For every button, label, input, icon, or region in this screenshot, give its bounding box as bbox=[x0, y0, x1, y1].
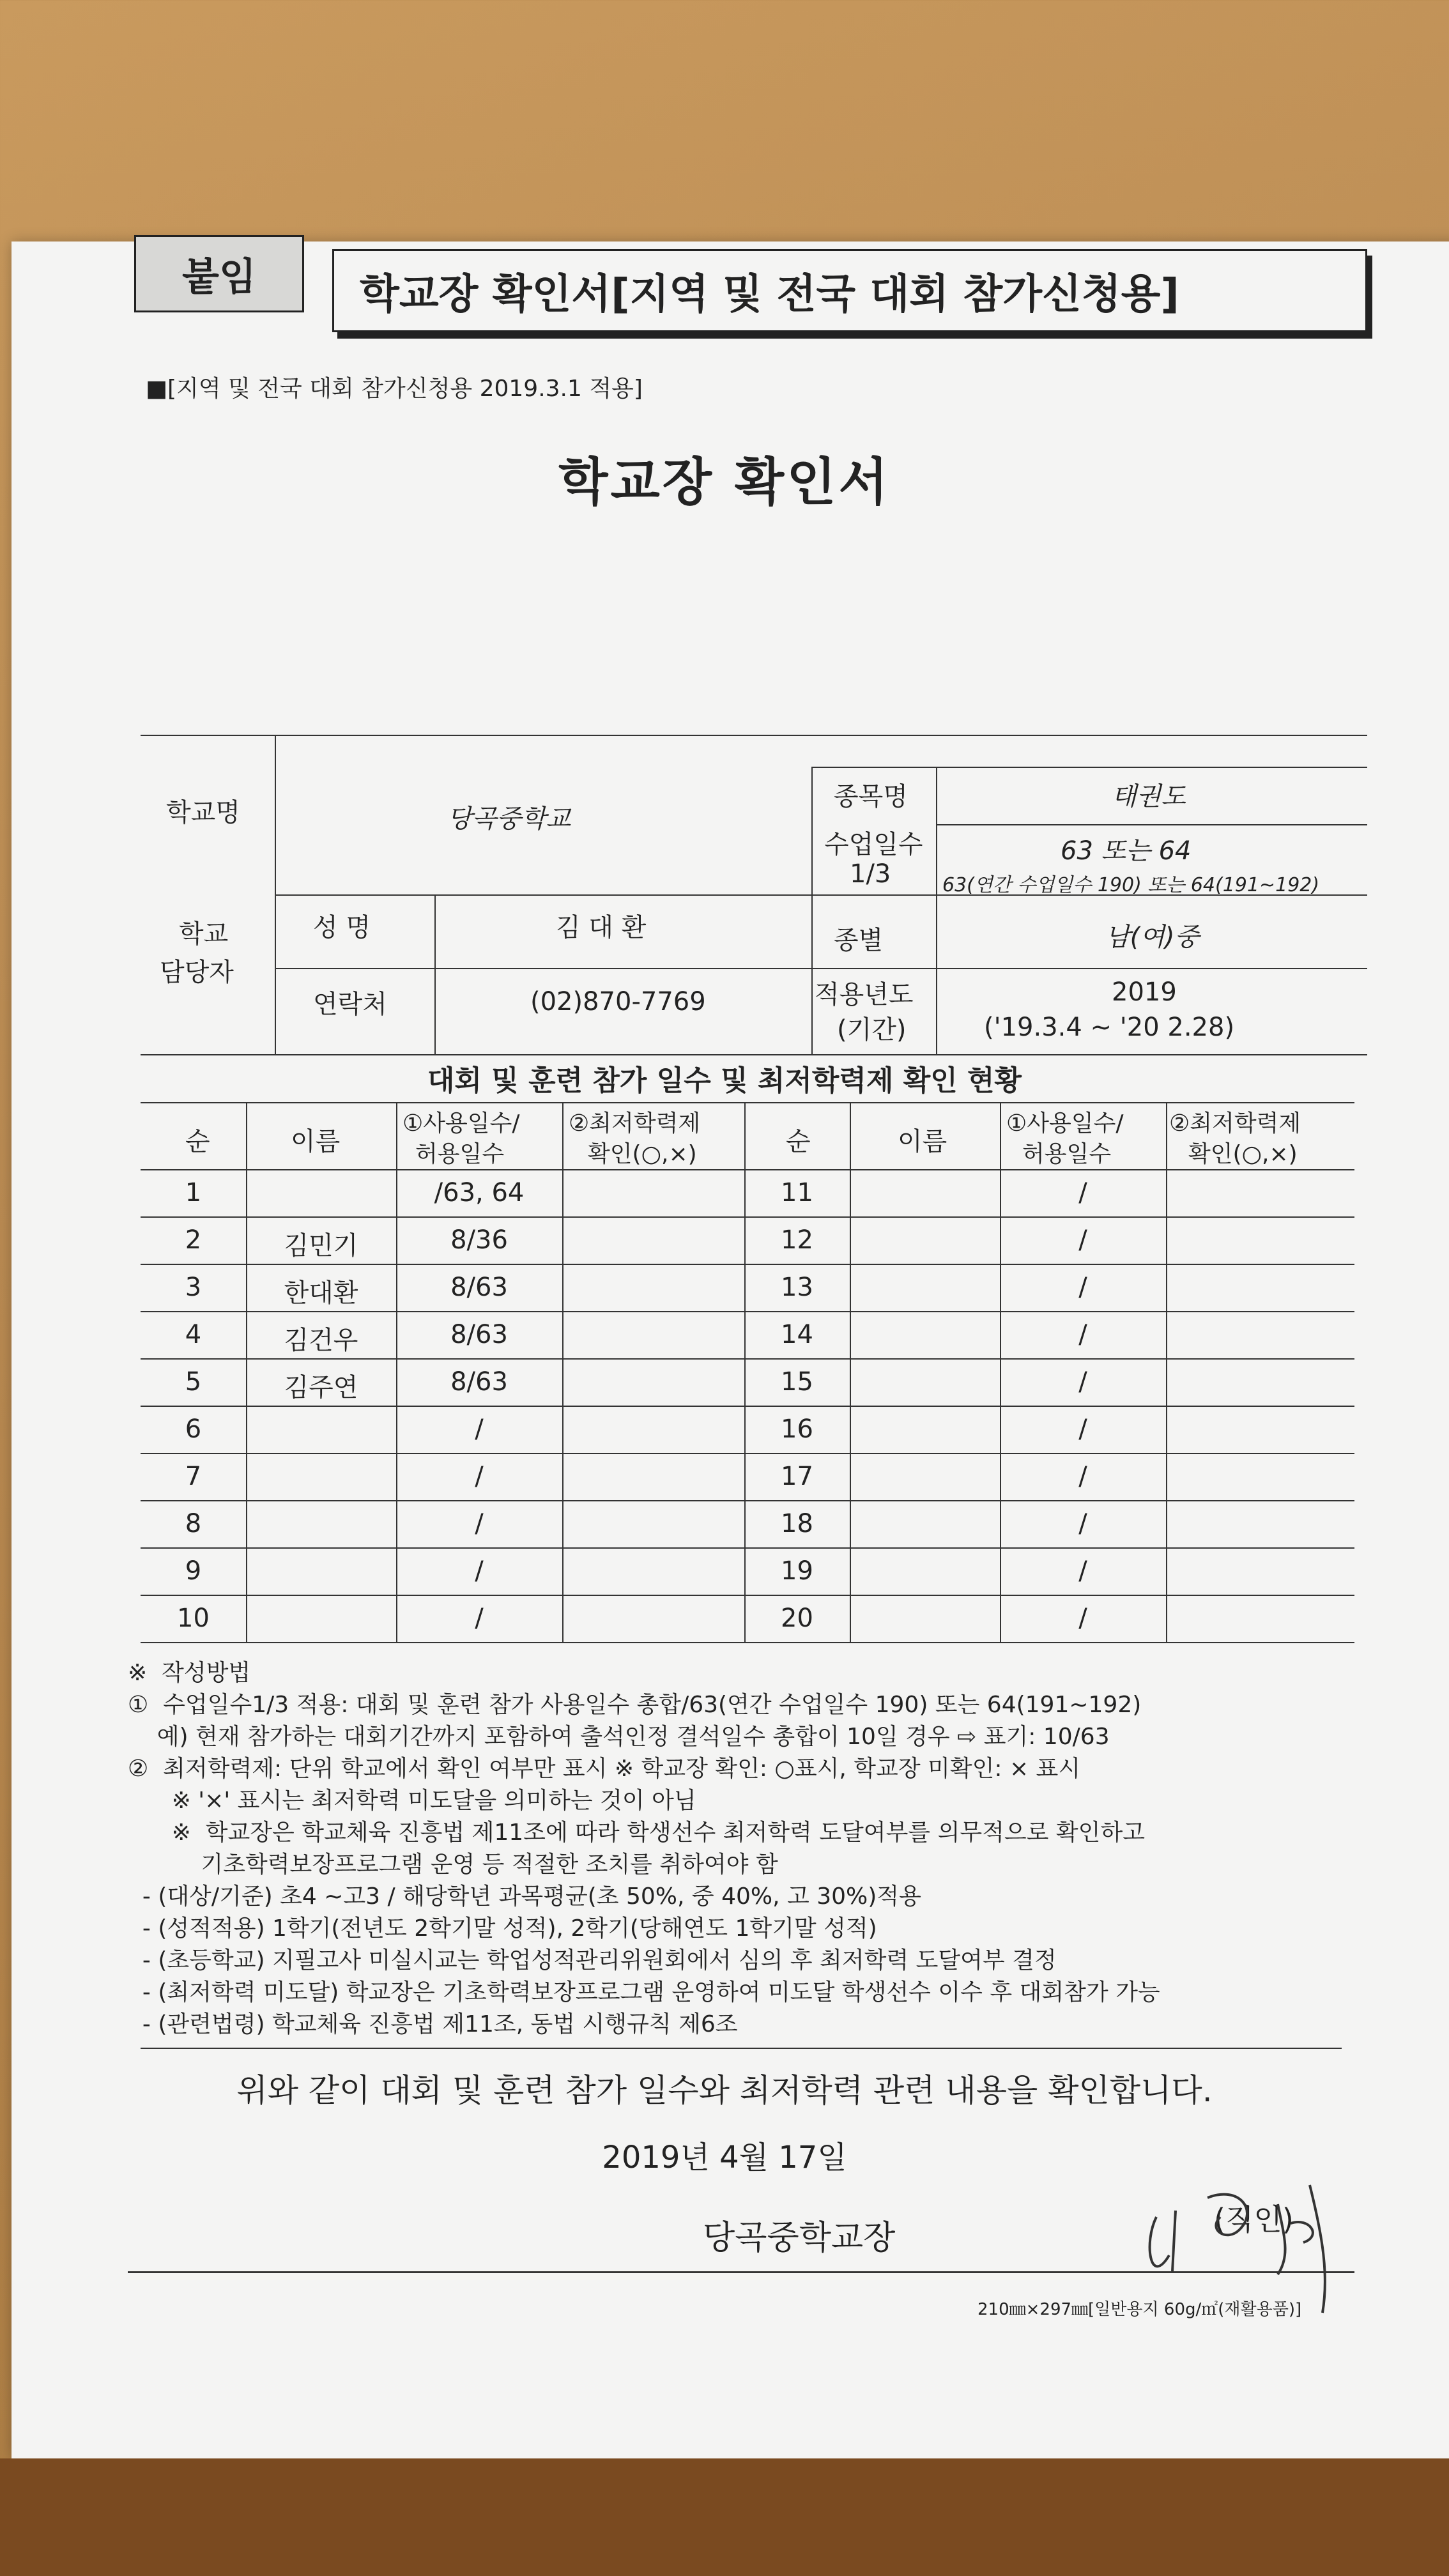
left-row-9-no: 9 bbox=[185, 1556, 202, 1586]
note-line-9: - (성적적용) 1학기(전년도 2학기말 성적), 2학기(당해연도 1학기말 성적) bbox=[128, 1915, 877, 1942]
days-value-1: 63 또는 64 bbox=[1061, 836, 1192, 866]
year-value-1: 2019 bbox=[1112, 977, 1177, 1007]
left-row-5-days: 8/63 bbox=[450, 1367, 508, 1397]
right-row-2-days: / bbox=[1078, 1225, 1087, 1255]
right-row-5-days: / bbox=[1078, 1367, 1087, 1397]
school-name-label: 학교명 bbox=[166, 798, 240, 827]
col-used-right-2: 허용일수 bbox=[1022, 1141, 1112, 1167]
left-row-4-no: 4 bbox=[185, 1320, 202, 1349]
note-line-8: - (대상/기준) 초4 ~고3 / 해당학년 과목평균(초 50%, 중 40%, 고 30%)적용 bbox=[128, 1883, 921, 1910]
left-row-8-no: 8 bbox=[185, 1509, 202, 1538]
col-no-right: 순 bbox=[786, 1127, 811, 1156]
right-row-6-no: 16 bbox=[781, 1414, 813, 1444]
event-label: 종목명 bbox=[834, 782, 908, 811]
col-name-right: 이름 bbox=[898, 1127, 947, 1156]
right-row-6-days: / bbox=[1078, 1414, 1087, 1444]
col-check-left-1: ②최저학력제 bbox=[569, 1110, 701, 1137]
gender-value: 남(여)중 bbox=[1105, 923, 1200, 952]
right-row-10-no: 20 bbox=[781, 1604, 813, 1633]
right-row-4-days: / bbox=[1078, 1320, 1087, 1349]
left-row-5-name: 김주연 bbox=[284, 1373, 358, 1402]
year-value-2: ('19.3.4 ~ '20 2.28) bbox=[984, 1013, 1235, 1042]
note-line-7: 기초학력보장프로그램 운영 등 적절한 조치를 취하여야 함 bbox=[128, 1851, 778, 1878]
left-row-3-name: 한대환 bbox=[284, 1278, 358, 1308]
right-row-9-no: 19 bbox=[781, 1556, 813, 1586]
principal-title: 당곡중학교장 bbox=[703, 2219, 896, 2257]
event-value: 태권도 bbox=[1112, 782, 1186, 811]
school-name-value: 당곡중학교 bbox=[447, 804, 571, 834]
participation-section-title: 대회 및 훈련 참가 일수 및 최저학력제 확인 현황 bbox=[427, 1064, 1022, 1097]
note-line-6: ※ 학교장은 학교체육 진흥법 제11조에 따라 학생선수 최저학력 도달여부를 의무적으로 확인하고 bbox=[128, 1820, 1145, 1846]
left-row-1-no: 1 bbox=[185, 1178, 202, 1208]
year-label-1: 적용년도 bbox=[815, 980, 914, 1009]
col-used-right-1: ①사용일수/ bbox=[1006, 1110, 1124, 1137]
paper-spec: 210㎜×297㎜[일반용지 60g/㎡(재활용품)] bbox=[977, 2300, 1302, 2319]
right-row-8-no: 18 bbox=[781, 1509, 813, 1538]
left-row-10-no: 10 bbox=[177, 1604, 210, 1633]
days-value-2: 63(연간 수업일수 190) 또는 64(191~192) bbox=[942, 874, 1320, 896]
right-row-10-days: / bbox=[1078, 1604, 1087, 1633]
official-seal: (직인) bbox=[1214, 2202, 1294, 2237]
note-line-2: ① 수업일수1/3 적용: 대회 및 훈련 참가 사용일수 총합/63(연간 수업일수 190) 또는 64(191~192) bbox=[128, 1692, 1142, 1718]
right-row-3-days: / bbox=[1078, 1273, 1087, 1302]
attachment-badge: 붙임 bbox=[134, 235, 304, 312]
contact-label: 연락처 bbox=[313, 990, 387, 1019]
right-row-3-no: 13 bbox=[781, 1273, 813, 1302]
right-row-9-days: / bbox=[1078, 1556, 1087, 1586]
left-row-7-days: / bbox=[475, 1462, 484, 1491]
left-row-9-days: / bbox=[475, 1556, 484, 1586]
col-used-left-2: 허용일수 bbox=[415, 1141, 505, 1167]
col-used-left-1: ①사용일수/ bbox=[402, 1110, 520, 1137]
days-label-2: 1/3 bbox=[850, 859, 891, 889]
note-line-3: 예) 현재 참가하는 대회기간까지 포함하여 출석인정 결석일수 총합이 10일 경우 ⇨ 표기: 10/63 bbox=[128, 1724, 1110, 1750]
left-row-7-no: 7 bbox=[185, 1462, 202, 1491]
note-line-12: - (관련법령) 학교체육 진흥법 제11조, 동법 시행규칙 제6조 bbox=[128, 2011, 738, 2037]
right-row-4-no: 14 bbox=[781, 1320, 813, 1349]
left-row-8-days: / bbox=[475, 1509, 484, 1538]
col-name-left: 이름 bbox=[291, 1127, 341, 1156]
left-row-2-no: 2 bbox=[185, 1225, 202, 1255]
right-row-7-days: / bbox=[1078, 1462, 1087, 1491]
year-label-2: (기간) bbox=[837, 1015, 907, 1045]
confirmation-statement: 위와 같이 대회 및 훈련 참가 일수와 최저학력 관련 내용을 확인합니다. bbox=[236, 2072, 1213, 2109]
document-title: 학교장 확인서 bbox=[558, 452, 891, 512]
right-row-7-no: 17 bbox=[781, 1462, 813, 1491]
staff-label-2: 담당자 bbox=[160, 958, 234, 987]
note-line-1: ※ 작성방법 bbox=[128, 1660, 251, 1686]
left-row-5-no: 5 bbox=[185, 1367, 202, 1397]
col-no-left: 순 bbox=[185, 1127, 210, 1156]
col-check-right-2: 확인(○,×) bbox=[1188, 1141, 1298, 1167]
contact-value: (02)870-7769 bbox=[530, 987, 706, 1016]
document-page bbox=[12, 241, 1449, 2458]
name-label: 성 명 bbox=[313, 913, 371, 942]
right-row-8-days: / bbox=[1078, 1509, 1087, 1538]
staff-label-1: 학교 bbox=[179, 919, 229, 949]
table-surface bbox=[0, 2458, 1449, 2576]
col-check-right-1: ②최저학력제 bbox=[1169, 1110, 1301, 1137]
banner-title: 학교장 확인서[지역 및 전국 대회 참가신청용] bbox=[332, 249, 1367, 332]
left-row-4-days: 8/63 bbox=[450, 1320, 508, 1349]
left-row-6-no: 6 bbox=[185, 1414, 202, 1444]
note-line-11: - (최저학력 미도달) 학교장은 기초학력보장프로그램 운영하여 미도달 학생선수 이수 후 대회참가 가능 bbox=[128, 1979, 1160, 2005]
left-row-6-days: / bbox=[475, 1414, 484, 1444]
note-line-10: - (초등학교) 지필고사 미실시교는 학업성적관리위원회에서 심의 후 최저학력 도달여부 결정 bbox=[128, 1947, 1057, 1974]
left-row-3-no: 3 bbox=[185, 1273, 202, 1302]
issue-date: 2019년 4월 17일 bbox=[602, 2140, 847, 2175]
gender-label: 종별 bbox=[834, 926, 884, 955]
left-row-4-name: 김건우 bbox=[284, 1326, 358, 1355]
col-check-left-2: 확인(○,×) bbox=[588, 1141, 697, 1167]
name-value: 김 대 환 bbox=[556, 913, 647, 942]
right-row-1-no: 11 bbox=[781, 1178, 813, 1208]
left-row-3-days: 8/63 bbox=[450, 1273, 508, 1302]
left-row-2-days: 8/36 bbox=[450, 1225, 508, 1255]
application-note: ■[지역 및 전국 대회 참가신청용 2019.3.1 적용] bbox=[146, 376, 643, 402]
left-row-2-name: 김민기 bbox=[284, 1231, 358, 1261]
note-line-4: ② 최저학력제: 단위 학교에서 확인 여부만 표시 ※ 학교장 확인: ○표시, 학교장 미확인: × 표시 bbox=[128, 1756, 1081, 1782]
note-line-5: ※ '×' 표시는 최저학력 미도달을 의미하는 것이 아님 bbox=[128, 1788, 696, 1814]
right-row-5-no: 15 bbox=[781, 1367, 813, 1397]
left-row-1-days: /63, 64 bbox=[434, 1178, 525, 1208]
right-row-2-no: 12 bbox=[781, 1225, 813, 1255]
right-row-1-days: / bbox=[1078, 1178, 1087, 1208]
days-label-1: 수업일수 bbox=[824, 830, 923, 859]
left-row-10-days: / bbox=[475, 1604, 484, 1633]
